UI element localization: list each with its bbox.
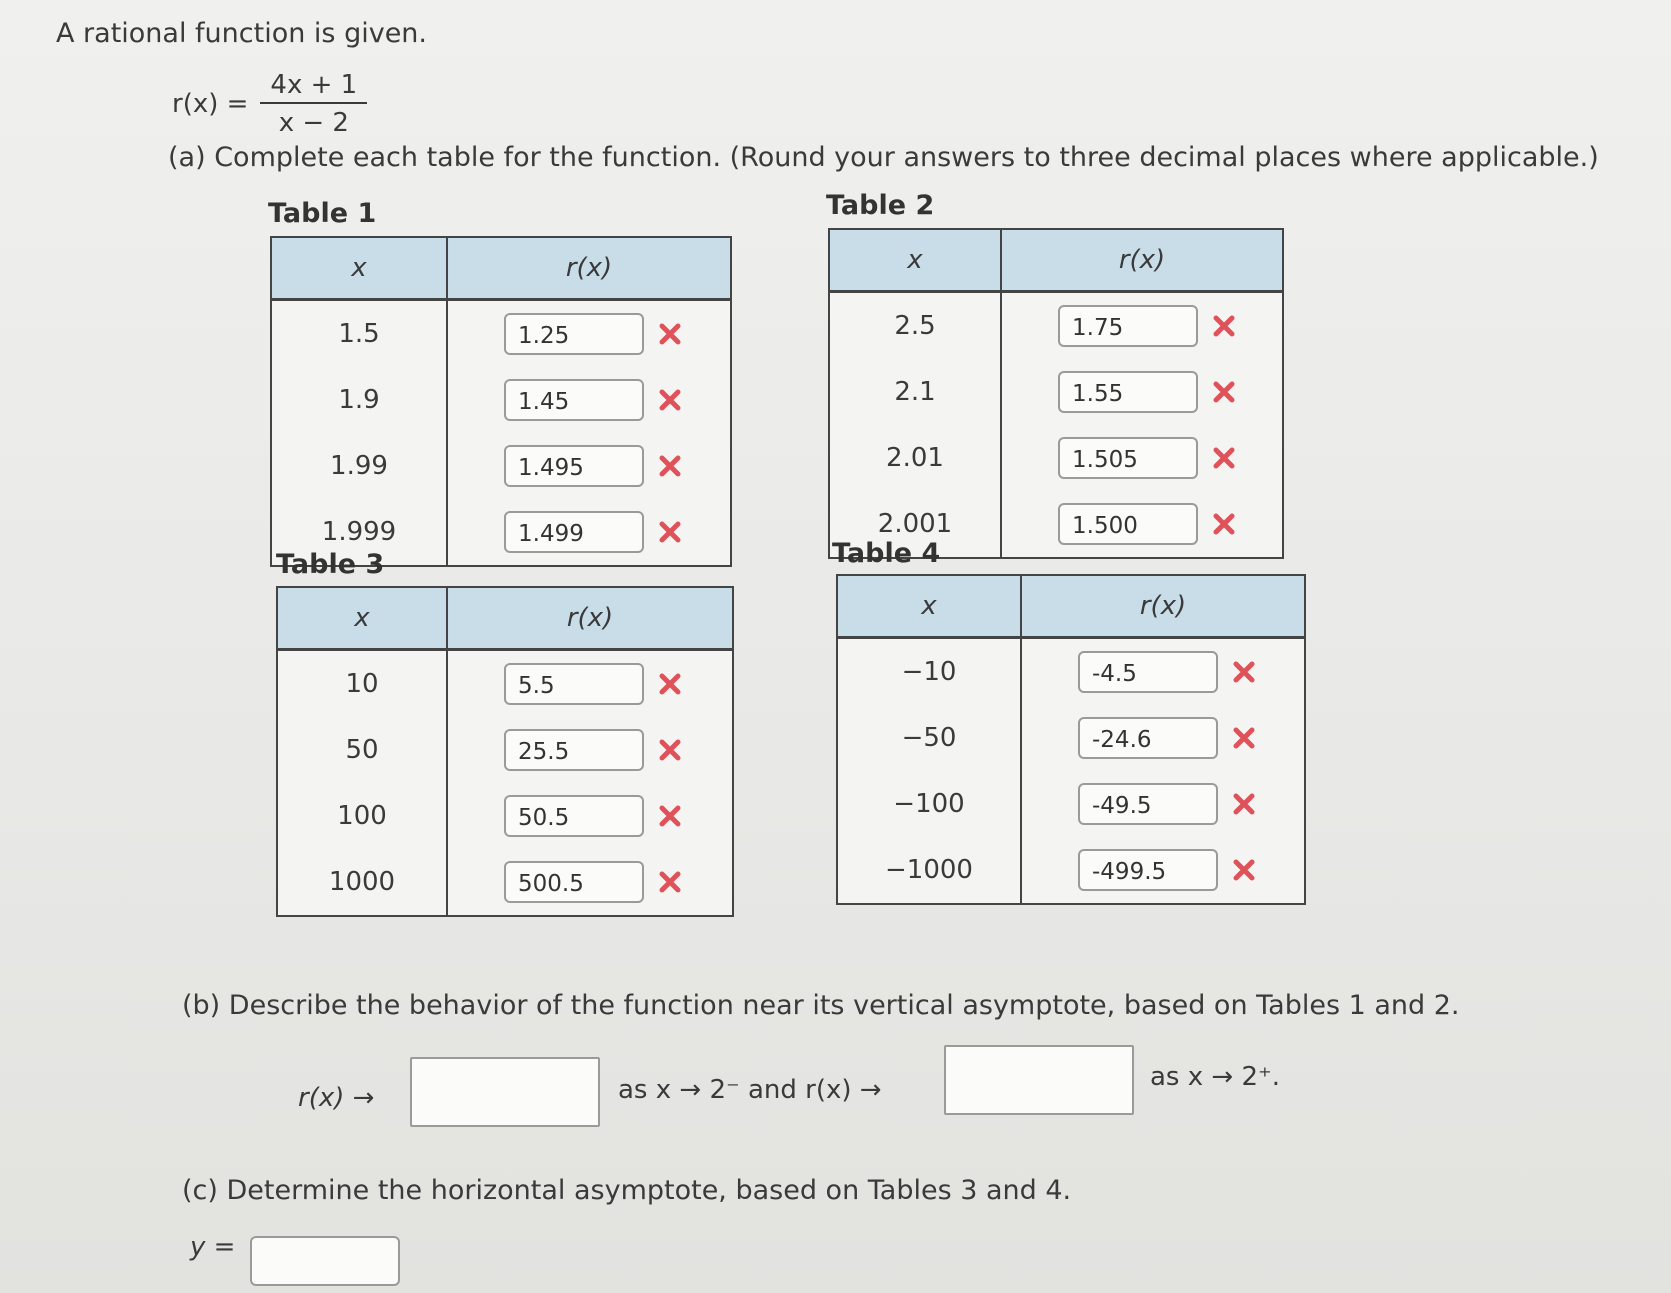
x-cell: −1000 bbox=[837, 837, 1021, 904]
table-row bbox=[271, 433, 731, 499]
answer-input[interactable]: 1.45 bbox=[504, 379, 644, 421]
r-cell bbox=[447, 717, 733, 783]
table-row bbox=[829, 292, 1283, 360]
x-mark-icon bbox=[658, 672, 682, 696]
x-mark-icon bbox=[658, 322, 682, 346]
answer-input[interactable]: -499.5 bbox=[1078, 849, 1218, 891]
part-b-mid: as x → 2⁻ and r(x) → bbox=[618, 1075, 882, 1105]
left-limit-input[interactable] bbox=[410, 1057, 600, 1127]
x-mark-icon bbox=[1232, 660, 1256, 684]
answer-input[interactable]: 1.75 bbox=[1058, 305, 1198, 347]
x-cell: 10 bbox=[277, 650, 447, 718]
table-row bbox=[277, 849, 733, 916]
x-mark-icon bbox=[658, 520, 682, 544]
r-cell bbox=[1021, 837, 1305, 904]
table-row bbox=[837, 705, 1305, 771]
r-cell bbox=[447, 650, 733, 718]
r-cell bbox=[447, 300, 731, 368]
table-2-label: Table 2 bbox=[826, 190, 935, 221]
x-cell: 2.1 bbox=[829, 359, 1001, 425]
x-mark-icon bbox=[1232, 726, 1256, 750]
x-cell: 2.001 bbox=[829, 491, 1001, 558]
table-1-r-header: r(x) bbox=[447, 237, 731, 300]
answer-input[interactable]: 50.5 bbox=[504, 795, 644, 837]
x-cell: 1.5 bbox=[271, 300, 447, 368]
answer-input[interactable]: 5.5 bbox=[504, 663, 644, 705]
table-row bbox=[837, 837, 1305, 904]
x-cell: −100 bbox=[837, 771, 1021, 837]
r-cell bbox=[1001, 491, 1283, 558]
part-b-end: as x → 2⁺. bbox=[1150, 1062, 1280, 1092]
x-cell: 2.5 bbox=[829, 292, 1001, 360]
x-cell: 1.999 bbox=[271, 499, 447, 566]
function-formula bbox=[172, 70, 367, 138]
table-1 bbox=[270, 236, 732, 567]
x-cell: −10 bbox=[837, 638, 1021, 706]
answer-input[interactable]: 1.505 bbox=[1058, 437, 1198, 479]
r-cell bbox=[1021, 705, 1305, 771]
x-cell: 1.99 bbox=[271, 433, 447, 499]
right-limit-input[interactable] bbox=[944, 1045, 1134, 1115]
x-mark-icon bbox=[658, 454, 682, 478]
table-3-label: Table 3 bbox=[276, 549, 385, 580]
table-1-x-header: x bbox=[271, 237, 447, 300]
r-cell bbox=[447, 433, 731, 499]
r-cell bbox=[447, 367, 731, 433]
answer-input[interactable]: 1.500 bbox=[1058, 503, 1198, 545]
table-4-x-header: x bbox=[837, 575, 1021, 638]
table-3-r-header: r(x) bbox=[447, 587, 733, 650]
answer-input[interactable]: 1.25 bbox=[504, 313, 644, 355]
table-row bbox=[277, 783, 733, 849]
intro-text: A rational function is given. bbox=[56, 18, 427, 49]
formula-denominator: x − 2 bbox=[278, 108, 349, 138]
formula-fraction bbox=[260, 70, 367, 138]
x-mark-icon bbox=[658, 738, 682, 762]
table-4 bbox=[836, 574, 1306, 905]
answer-input[interactable]: 25.5 bbox=[504, 729, 644, 771]
table-row bbox=[837, 638, 1305, 706]
table-2 bbox=[828, 228, 1284, 559]
formula-lhs: r(x) = bbox=[172, 89, 249, 119]
x-cell: 1000 bbox=[277, 849, 447, 916]
answer-input[interactable]: 1.495 bbox=[504, 445, 644, 487]
table-row bbox=[271, 367, 731, 433]
table-row bbox=[271, 300, 731, 368]
table-row bbox=[829, 359, 1283, 425]
table-4-label: Table 4 bbox=[832, 538, 941, 569]
r-cell bbox=[1021, 638, 1305, 706]
answer-input[interactable]: -49.5 bbox=[1078, 783, 1218, 825]
horizontal-asymptote-input[interactable] bbox=[250, 1236, 400, 1286]
part-b-prompt: (b) Describe the behavior of the function near its vertical asymptote, based on Tables 1 and 2. bbox=[182, 990, 1460, 1021]
r-cell bbox=[1001, 292, 1283, 360]
r-cell bbox=[1021, 771, 1305, 837]
answer-input[interactable]: 500.5 bbox=[504, 861, 644, 903]
x-cell: 50 bbox=[277, 717, 447, 783]
table-1-label: Table 1 bbox=[268, 198, 377, 229]
r-cell bbox=[1001, 359, 1283, 425]
r-cell bbox=[1001, 425, 1283, 491]
part-c-lead: y = bbox=[190, 1232, 236, 1262]
answer-input[interactable]: 1.499 bbox=[504, 511, 644, 553]
x-mark-icon bbox=[658, 804, 682, 828]
x-mark-icon bbox=[1212, 512, 1236, 536]
table-3 bbox=[276, 586, 734, 917]
r-cell bbox=[447, 499, 731, 566]
x-cell: 2.01 bbox=[829, 425, 1001, 491]
answer-input[interactable]: 1.55 bbox=[1058, 371, 1198, 413]
x-mark-icon bbox=[1232, 792, 1256, 816]
table-4-r-header: r(x) bbox=[1021, 575, 1305, 638]
part-a-prompt: (a) Complete each table for the function. (Round your answers to three decimal places where applicable.) bbox=[168, 142, 1599, 173]
table-2-r-header: r(x) bbox=[1001, 229, 1283, 292]
x-mark-icon bbox=[658, 388, 682, 412]
formula-numerator: 4x + 1 bbox=[260, 70, 367, 104]
x-mark-icon bbox=[658, 870, 682, 894]
part-c-prompt: (c) Determine the horizontal asymptote, based on Tables 3 and 4. bbox=[182, 1175, 1072, 1206]
r-cell bbox=[447, 783, 733, 849]
x-cell: −50 bbox=[837, 705, 1021, 771]
table-2-x-header: x bbox=[829, 229, 1001, 292]
part-b-lead: r(x) → bbox=[298, 1083, 375, 1113]
x-mark-icon bbox=[1232, 858, 1256, 882]
x-cell: 1.9 bbox=[271, 367, 447, 433]
table-row bbox=[829, 425, 1283, 491]
r-cell bbox=[447, 849, 733, 916]
x-mark-icon bbox=[1212, 380, 1236, 404]
answer-input[interactable]: -4.5 bbox=[1078, 651, 1218, 693]
x-mark-icon bbox=[1212, 446, 1236, 470]
x-mark-icon bbox=[1212, 314, 1236, 338]
table-3-x-header: x bbox=[277, 587, 447, 650]
answer-input[interactable]: -24.6 bbox=[1078, 717, 1218, 759]
x-cell: 100 bbox=[277, 783, 447, 849]
table-row bbox=[837, 771, 1305, 837]
table-row bbox=[277, 717, 733, 783]
table-row bbox=[277, 650, 733, 718]
